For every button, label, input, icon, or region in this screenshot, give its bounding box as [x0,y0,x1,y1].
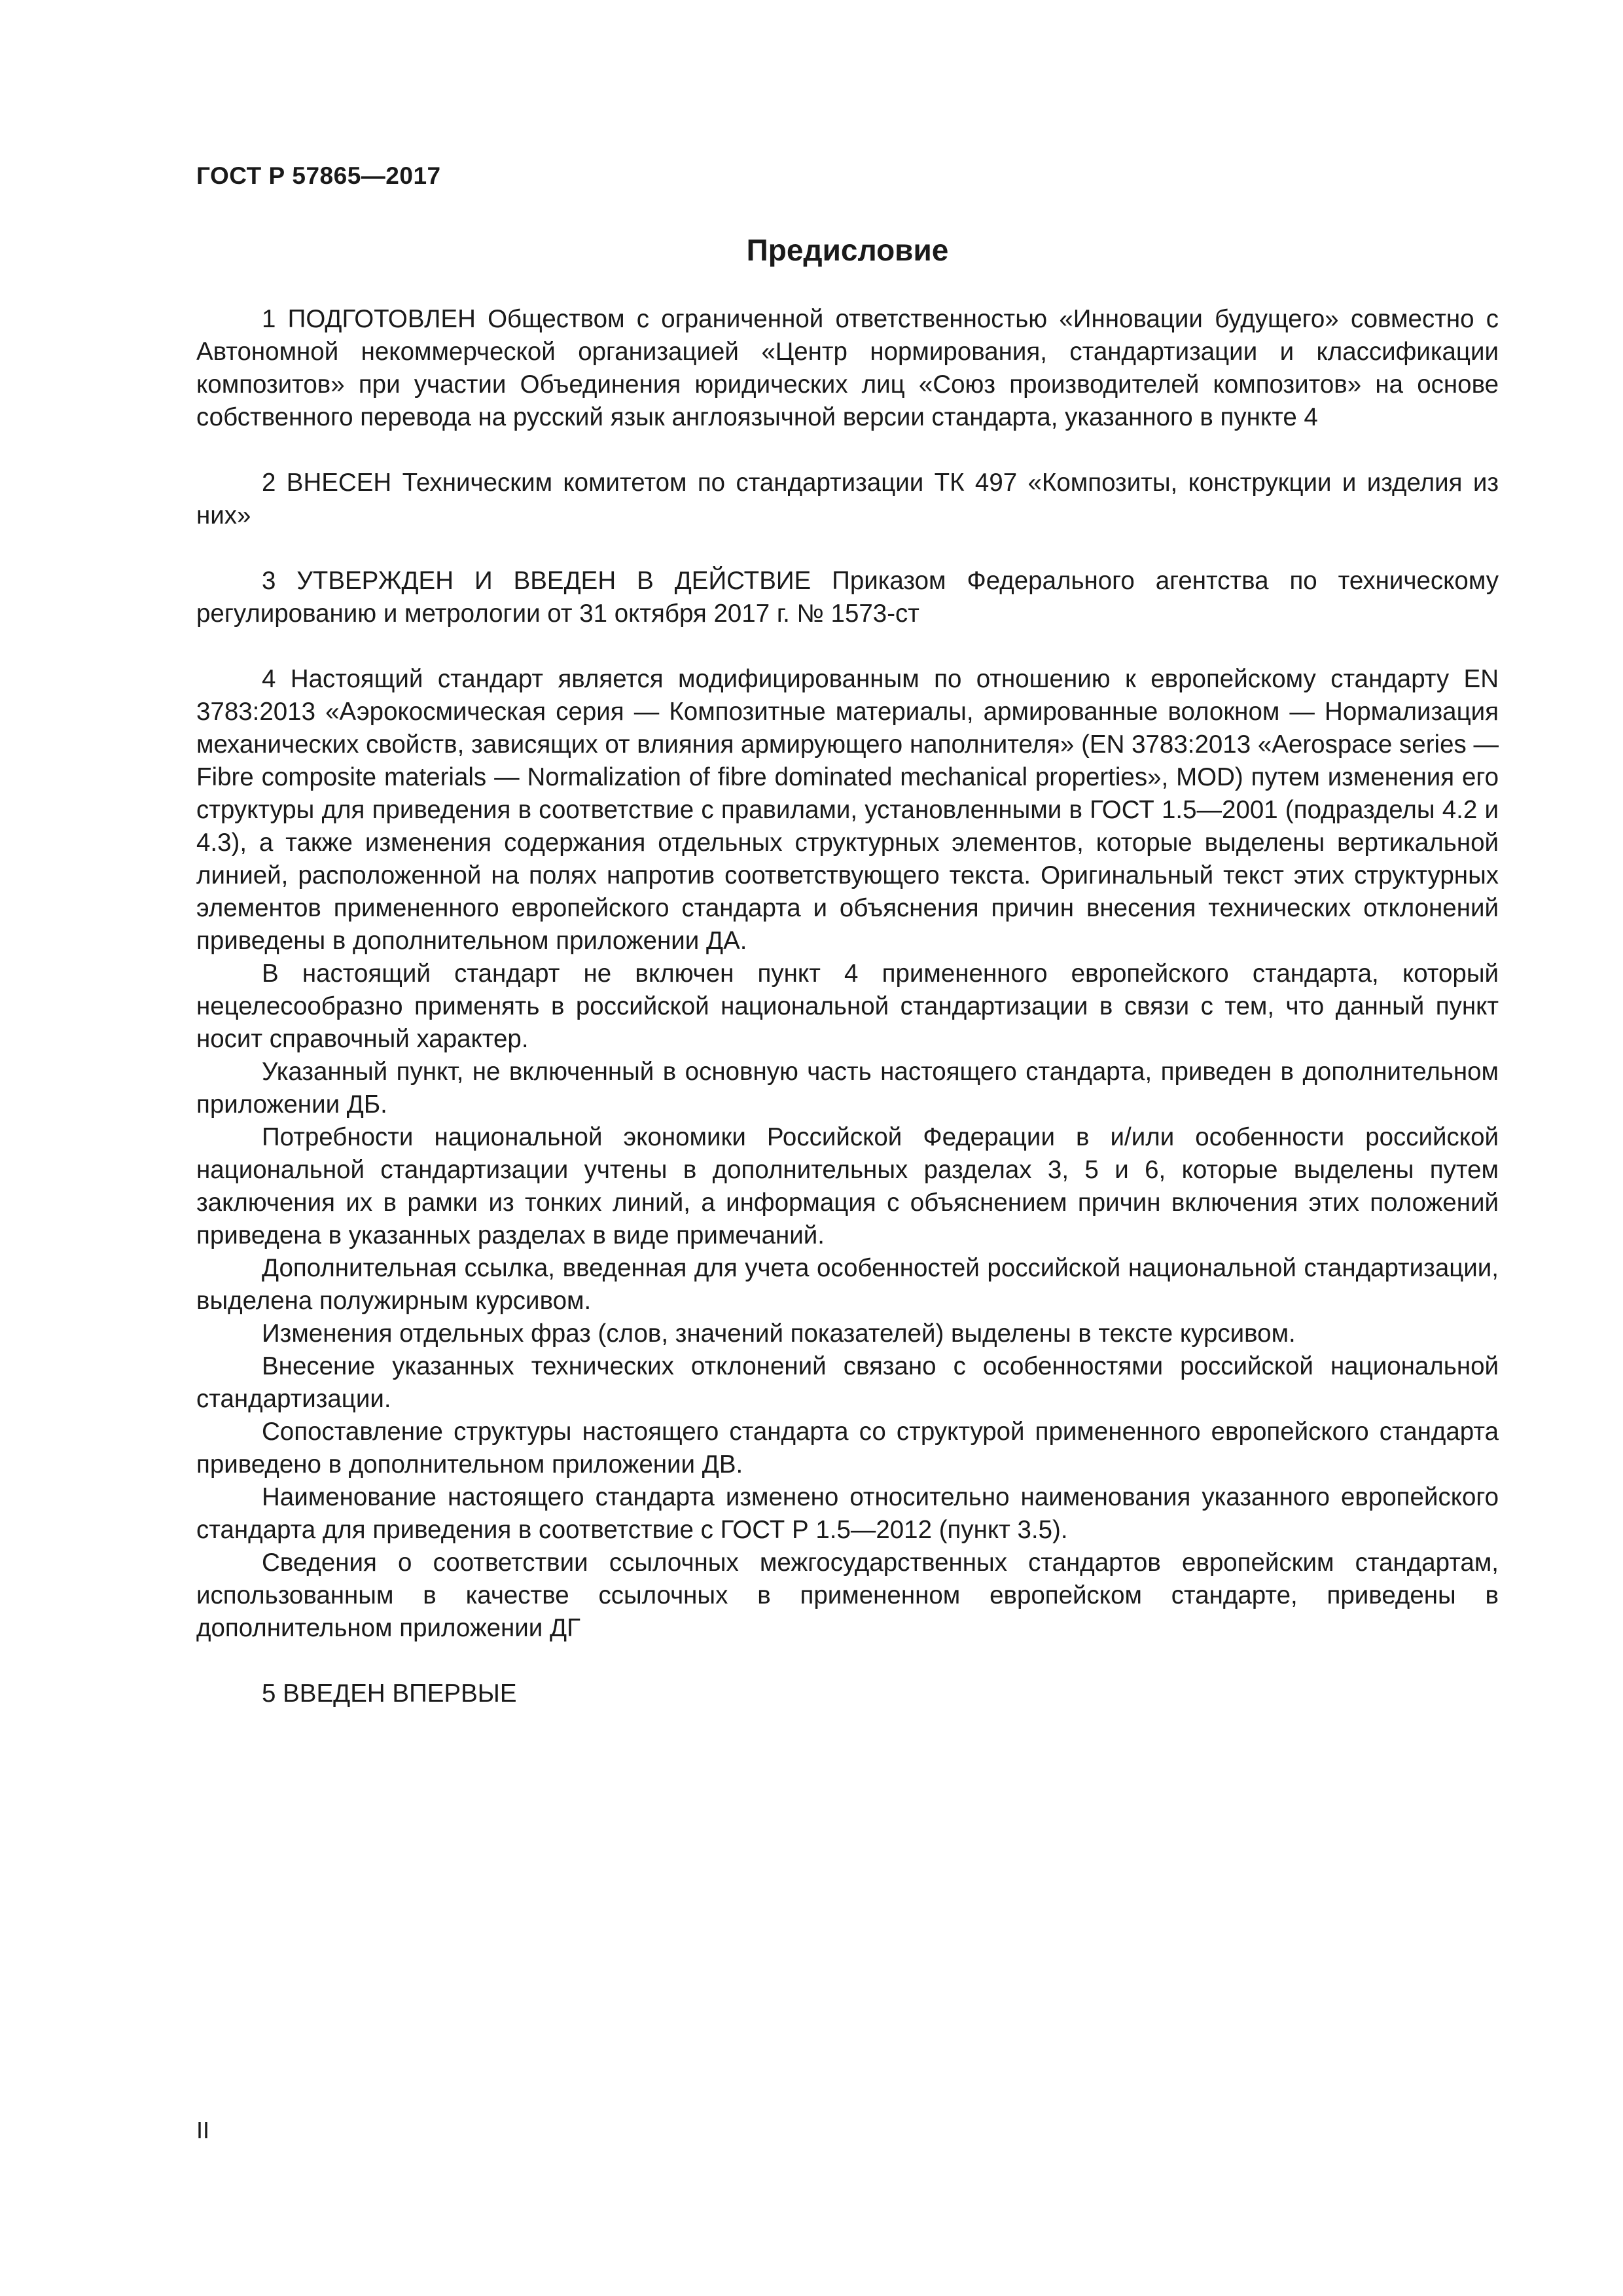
paragraph-4-structure-comparison: Сопоставление структуры настоящего стандарта со структурой примененного европейского стандарта приведено в дополнительном приложении ДВ. [196,1418,1499,1479]
document-page [196,0,1499,2296]
page-number: II [196,2117,210,2144]
paragraph-4-reference-standards: Сведения о соответствии ссылочных межгосударственных стандартов европейским стандартам, использованным в качестве ссылочных в примененном европейском стандарте, приведены в дополнительном приложении ДГ [196,1549,1499,1642]
paragraph-4-annex-db: Указанный пункт, не включенный в основную часть настоящего стандарта, приведен в дополнительном приложении ДБ. [196,1058,1499,1119]
section-title: Предисловие [746,233,949,267]
paragraph-3-approved: 3 УТВЕРЖДЕН И ВВЕДЕН В ДЕЙСТВИЕ Приказом Федерального агентства по техническому регулированию и метрологии от 31 октября 2017 г. № 1573-ст [196,567,1499,628]
paragraph-4-italic-changes: Изменения отдельных фраз (слов, значений показателей) выделены в тексте курсивом. [262,1319,1296,1348]
document-code: ГОСТ Р 57865—2017 [196,162,441,189]
paragraph-1-prepared: 1 ПОДГОТОВЛЕН Обществом с ограниченной ответственностью «Инновации будущего» совместно с Автономной некоммерческой организацией «Центр нормирования, стандартизации и классификации композитов» при участии Объединения юридических лиц «Союз производителей композитов» на основе собственного перевода на русский язык англоязычной версии стандарта, указанного в пункте 4 [196,305,1499,431]
paragraph-4-national-needs: Потребности национальной экономики Российской Федерации в и/или особенности российской национальной стандартизации учтены в дополнительных разделах 3, 5 и 6, которые выделены путем заключения их в рамки из тонких линий, а информация с объяснением причин включения этих положений приведена в указанных разделах в виде примечаний. [196,1123,1499,1249]
paragraph-4-title-change: Наименование настоящего стандарта изменено относительно наименования указанного европейского стандарта для приведения в соответствие с ГОСТ Р 1.5—2012 (пункт 3.5). [196,1483,1499,1544]
paragraph-2-introduced: 2 ВНЕСЕН Техническим комитетом по стандартизации ТК 497 «Композиты, конструкции и изделия из них» [196,469,1499,529]
foreword-body [196,303,1499,1710]
paragraph-4-modified: 4 Настоящий стандарт является модифицированным по отношению к европейскому стандарту EN 3783:2013 «Аэрокосмическая серия — Композитные материалы, армированные волокном — Нормализация механических свойств, зависящих от влияния армирующего наполнителя» (EN 3783:2013 «Aerospace series — Fibre composite materials — Normalization of fibre dominated mechanical properties», MOD) путем изменения его структуры для приведения в соответствие с правилами, установленными в ГОСТ 1.5—2001 (подразделы 4.2 и 4.3), а также изменения содержания отдельных структурных элементов, которые выделены вертикальной линией, расположенной на полях напротив соответствующего текста. Оригинальный текст этих структурных элементов примененного европейского стандарта и объяснения причин внесения технических отклонений приведены в дополнительном приложении ДА. [196,665,1499,955]
paragraph-4-excluded-clause: В настоящий стандарт не включен пункт 4 примененного европейского стандарта, который нецелесообразно применять в российской национальной стандартизации в связи с тем, что данный пункт носит справочный характер. [196,960,1499,1053]
paragraph-4-technical-deviations: Внесение указанных технических отклонений связано с особенностями российской национальной стандартизации. [196,1352,1499,1413]
paragraph-5-first-introduced: 5 ВВЕДЕН ВПЕРВЫЕ [262,1679,517,1708]
paragraph-4-additional-reference: Дополнительная ссылка, введенная для учета особенностей российской национальной стандартизации, выделена полужирным курсивом. [196,1254,1499,1315]
